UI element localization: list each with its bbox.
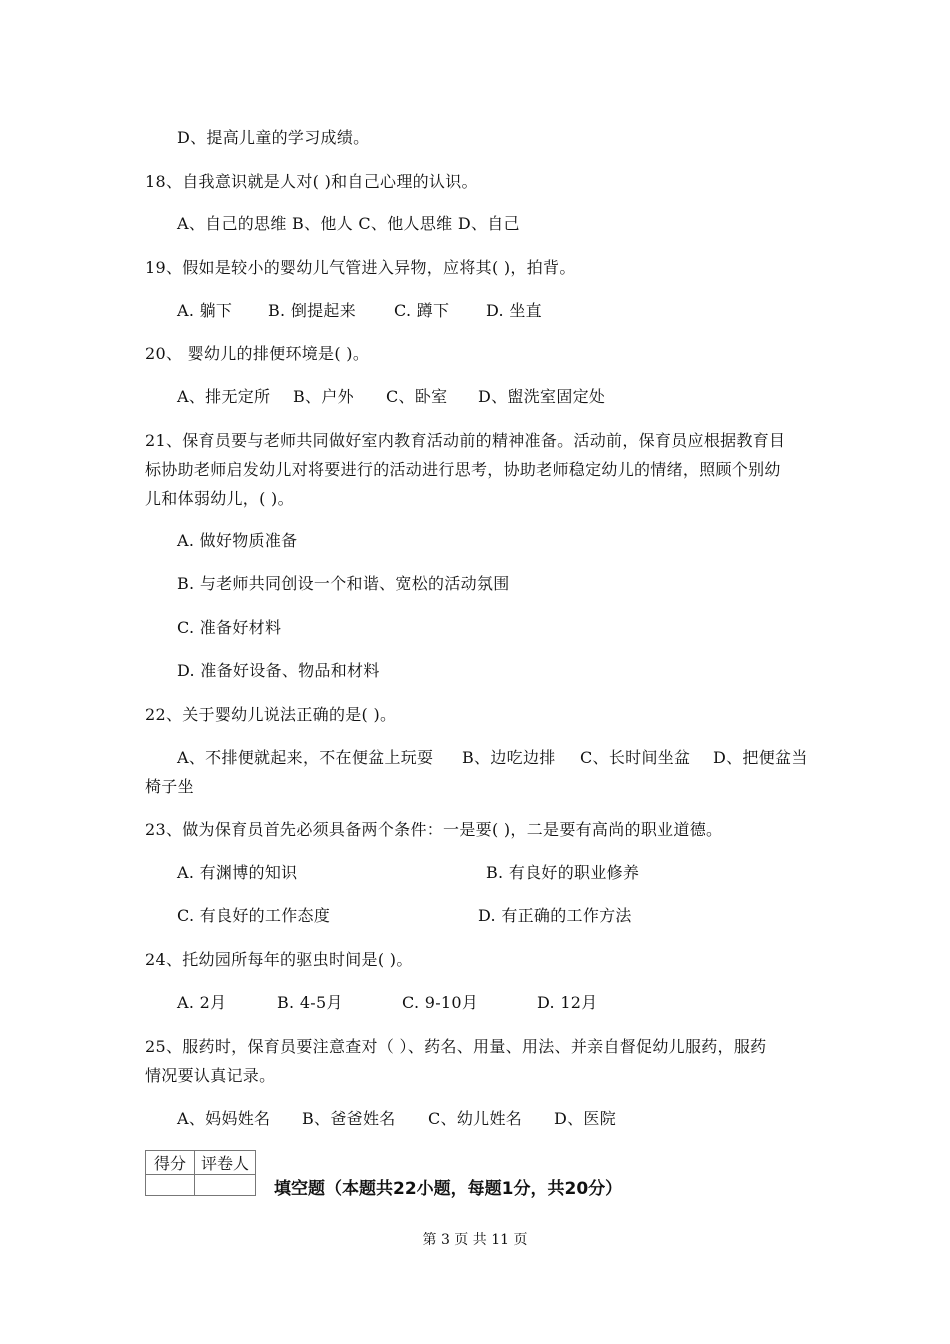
q19-stem: 19、假如是较小的婴幼儿气管进入异物，应将其( )，拍背。 xyxy=(145,258,576,277)
q20-option-b: B、户外 xyxy=(293,387,354,406)
q20-option-a: A、排无定所 xyxy=(177,387,271,406)
q25-stem-line1: 25、服药时，保育员要注意查对（ ）、药名、用量、用法、并亲自督促幼儿服药，服药 xyxy=(145,1037,767,1056)
q20-stem: 20、 婴幼儿的排便环境是( )。 xyxy=(145,344,370,363)
q21-option-d: D. 准备好设备、物品和材料 xyxy=(177,661,380,680)
q22-stem: 22、关于婴幼儿说法正确的是( )。 xyxy=(145,705,397,724)
score-box xyxy=(145,1150,256,1196)
q25-option-c: C、幼儿姓名 xyxy=(428,1109,523,1128)
q24-option-c: C. 9-10月 xyxy=(402,993,479,1012)
q21-option-b: B. 与老师共同创设一个和谐、宽松的活动氛围 xyxy=(177,574,510,593)
q18-options: A、自己的思维 B、他人 C、他人思维 D、自己 xyxy=(177,214,520,233)
q23-option-d: D. 有正确的工作方法 xyxy=(478,906,632,925)
q21-option-c: C. 准备好材料 xyxy=(177,618,282,637)
q23-option-b: B. 有良好的职业修养 xyxy=(486,863,640,882)
q18-stem: 18、自我意识就是人对( )和自己心理的认识。 xyxy=(145,172,478,191)
q24-option-d: D. 12月 xyxy=(537,993,598,1012)
q22-option-c: C、长时间坐盆 xyxy=(580,748,691,767)
q17-option-d: D、提高儿童的学习成绩。 xyxy=(177,128,370,147)
grader-label: 评卷人 xyxy=(195,1151,256,1175)
q22-option-d-cont: 椅子坐 xyxy=(145,777,194,796)
q23-option-a: A. 有渊博的知识 xyxy=(177,863,298,882)
section-title: 填空题（本题共22小题，每题1分，共20分） xyxy=(274,1179,623,1199)
q25-option-d: D、医院 xyxy=(554,1109,617,1128)
q23-option-c: C. 有良好的工作态度 xyxy=(177,906,331,925)
page-footer: 第 3 页 共 11 页 xyxy=(422,1232,528,1248)
q19-option-c: C. 蹲下 xyxy=(394,301,450,320)
q22-option-d: D、把便盆当 xyxy=(713,748,808,767)
q25-option-b: B、爸爸姓名 xyxy=(302,1109,396,1128)
q22-option-a: A、不排便就起来，不在便盆上玩耍 xyxy=(177,748,434,767)
q24-option-b: B. 4-5月 xyxy=(277,993,343,1012)
q21-option-a: A. 做好物质准备 xyxy=(177,531,298,550)
score-cell xyxy=(146,1175,195,1196)
q20-option-c: C、卧室 xyxy=(386,387,448,406)
q23-stem: 23、做为保育员首先必须具备两个条件：一是要( )，二是要有高尚的职业道德。 xyxy=(145,820,723,839)
q19-option-a: A. 躺下 xyxy=(177,301,233,320)
grader-cell xyxy=(195,1175,256,1196)
q25-option-a: A、妈妈姓名 xyxy=(177,1109,271,1128)
q24-option-a: A. 2月 xyxy=(177,993,227,1012)
q19-option-b: B. 倒提起来 xyxy=(268,301,357,320)
score-label: 得分 xyxy=(146,1151,195,1175)
q20-option-d: D、盥洗室固定处 xyxy=(478,387,606,406)
q24-stem: 24、托幼园所每年的驱虫时间是( )。 xyxy=(145,950,413,969)
q22-option-b: B、边吃边排 xyxy=(462,748,556,767)
q21-stem-line3: 儿和体弱幼儿，( )。 xyxy=(145,489,294,508)
q21-stem-line1: 21、保育员要与老师共同做好室内教育活动前的精神准备。活动前，保育员应根据教育目 xyxy=(145,431,786,450)
q25-stem-line2: 情况要认真记录。 xyxy=(145,1066,276,1085)
q21-stem-line2: 标协助老师启发幼儿对将要进行的活动进行思考，协助老师稳定幼儿的情绪，照顾个别幼 xyxy=(145,460,781,479)
q19-option-d: D. 坐直 xyxy=(486,301,542,320)
